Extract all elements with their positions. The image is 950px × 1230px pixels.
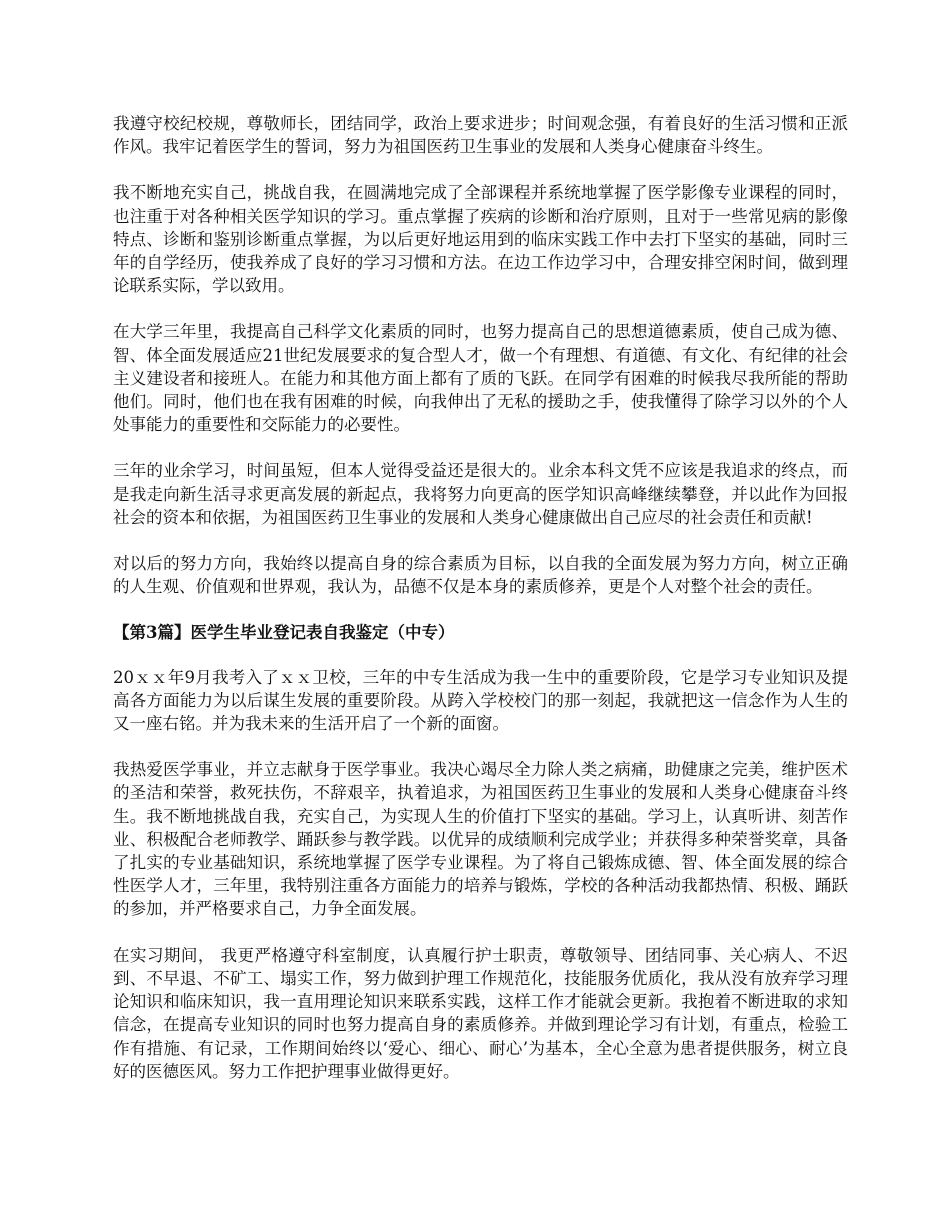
paragraph-self-improvement: 我不断地充实自己，挑战自我，在圆满地完成了全部课程并系统地掌握了医学影像专业课程的同时，也注重于对各种相关医学知识的学习。重点掌握了疾病的诊断和治疗原则，且对于一些常见病的影像特点、诊断和鉴别诊断重点掌握，为以后更好地运用到的临床实践工作中去打下坚实的基础，同时三年的自学经历，使我养成了良好的学习习惯和方法。在边工作边学习中，合理安排空闲时间，做到理论联系实际，学以致用。	[113, 183, 848, 296]
paragraph-discipline: 我遵守校纪校规，尊敬师长，团结同学，政治上要求进步；时间观念强，有着良好的生活习惯和正派作风。我牢记着医学生的誓词，努力为祖国医药卫生事业的发展和人类身心健康奋斗终生。	[113, 114, 848, 157]
paragraph-part-time-study: 三年的业余学习，时间虽短，但本人觉得受益还是很大的。业余本科文凭不应该是我追求的终点，而是我走向新生活寻求更高发展的新起点，我将努力向更高的医学知识高峰继续攀登，并以此作为回报社会的资本和依据，为祖国医药卫生事业的发展和人类身心健康做出自己应尽的社会责任和贡献!	[113, 461, 848, 527]
paragraph-internship: 在实习期间， 我更严格遵守科室制度，认真履行护士职责，尊敬领导、团结同事、关心病人、不迟到、不早退、不矿工、塌实工作，努力做到护理工作规范化，技能服务优质化，我从没有放弃学习理论知识和临床知识，我一直用理论知识来联系实践，这样工作才能就会更新。我抱着不断进取的求知信念，在提高专业知识的同时也努力提高自身的素质修养。并做到理论学习有计划，有重点，检验工作有措施、有记录，工作期间始终以‘爱心、细心、耐心’为基本，全心全意为患者提供服务，树立良好的医德医风。努力工作把护理事业做得更好。	[113, 945, 848, 1081]
paragraph-school-entry: 20ｘｘ年9月我考入了ｘｘ卫校，三年的中专生活成为我一生中的重要阶段，它是学习专业知识及提高各方面能力为以后谋生发展的重要阶段。从跨入学校校门的那一刻起，我就把这一信念作为人生的又一座右铭。并为我未来的生活开启了一个新的面窗。	[113, 667, 848, 734]
document-page	[113, 112, 848, 1106]
section-heading: 【第3篇】医学生毕业登记表自我鉴定（中专）	[113, 623, 455, 643]
paragraph-university-years: 在大学三年里，我提高自己科学文化素质的同时，也努力提高自己的思想道德素质，使自己成为德、智、体全面发展适应21世纪发展要求的复合型人才，做一个有理想、有道德、有文化、有纪律的社会主义建设者和接班人。在能力和其他方面上都有了质的飞跃。在同学有困难的时候我尽我所能的帮助他们。同时，他们也在我有困难的时候，向我伸出了无私的援助之手，使我懂得了除学习以外的个人处事能力的重要性和交际能力的必要性。	[113, 322, 848, 435]
paragraph-medical-devotion: 我热爱医学事业，并立志献身于医学事业。我决心竭尽全力除人类之病痛，助健康之完美，维护医术的圣洁和荣誉，救死扶伤，不辞艰辛，执着追求，为祖国医药卫生事业的发展和人类身心健康奋斗终生。我不断地挑战自我，充实自己，为实现人生的价值打下坚实的基础。学习上，认真听讲、刻苦作业、积极配合老师教学、踊跃参与教学践。以优异的成绩顺利完成学业；并获得多种荣誉奖章，具备了扎实的专业基础知识，系统地掌握了医学专业课程。为了将自己锻炼成德、智、体全面发展的综合性医学人才，三年里，我特别注重各方面能力的培养与锻炼，学校的各种活动我都热情、积极、踊跃的参加，并严格要求自己，力争全面发展。	[113, 760, 848, 919]
paragraph-future-direction: 对以后的努力方向，我始终以提高自身的综合素质为目标，以自我的全面发展为努力方向，树立正确的人生观、价值观和世界观，我认为，品德不仅是本身的素质修养，更是个人对整个社会的责任。	[113, 554, 848, 597]
